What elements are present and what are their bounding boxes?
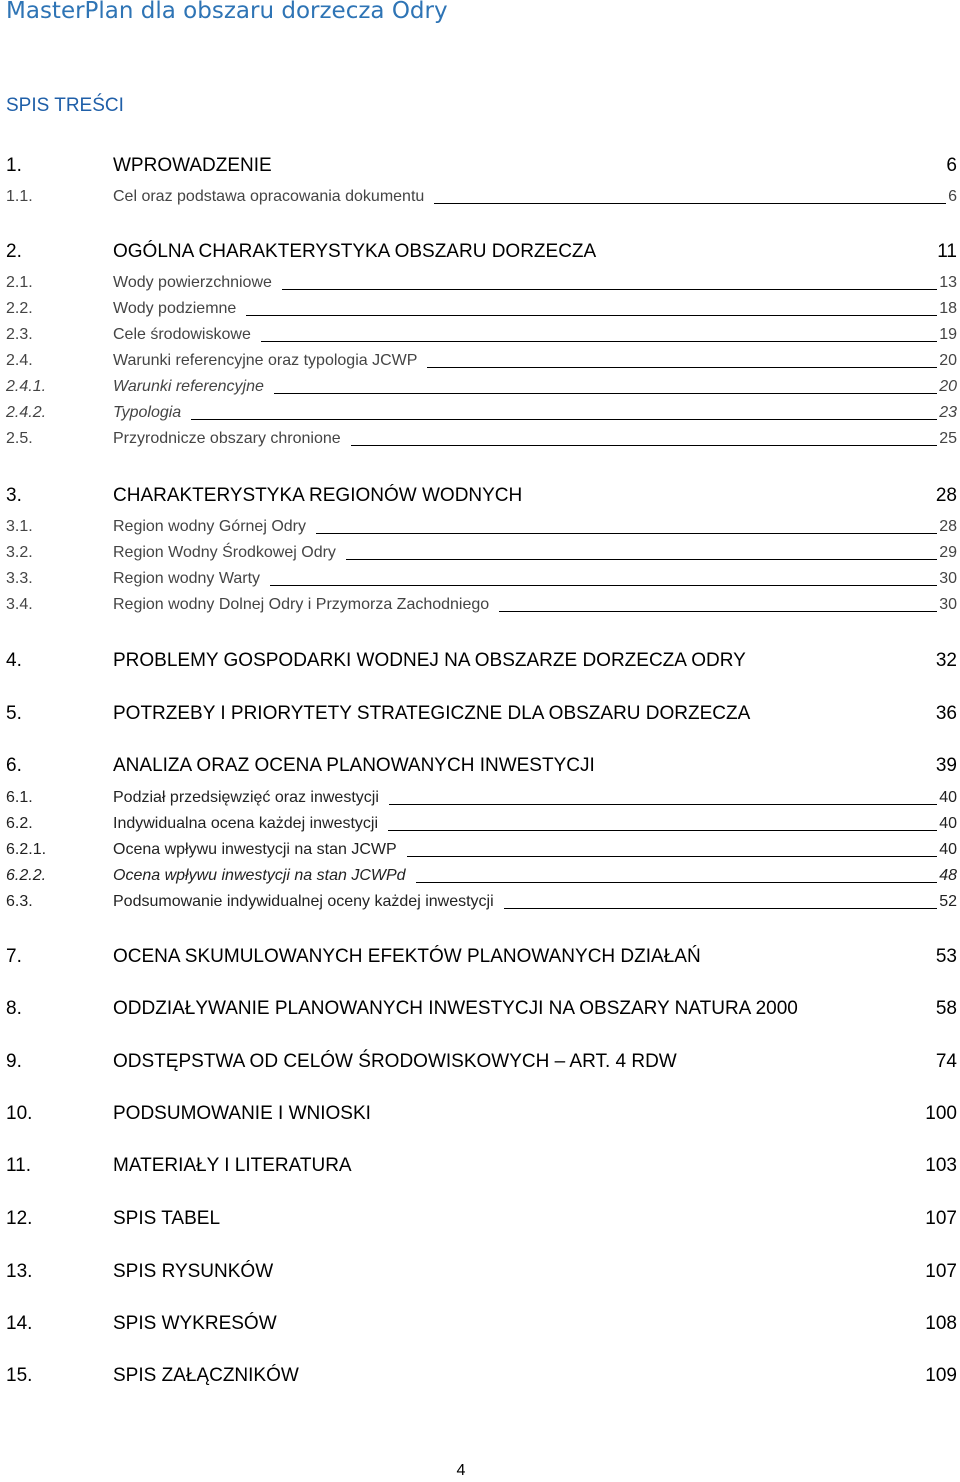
toc-entry-page: 20 (939, 352, 957, 369)
toc-entry[interactable] (0, 589, 960, 613)
toc-entry-page: 40 (939, 841, 957, 858)
toc-entry[interactable] (0, 181, 960, 205)
toc-entry-number: 14. (6, 1313, 33, 1334)
toc-entry-page: 39 (935, 755, 957, 776)
toc-leader-line (389, 804, 937, 805)
toc-entry-page: 74 (935, 1051, 957, 1072)
toc-entry-number: 11. (6, 1155, 32, 1176)
toc-leader-line (504, 908, 937, 909)
toc-entry[interactable] (0, 1099, 960, 1123)
toc-entry-page: 32 (935, 650, 957, 671)
toc-entry-page: 53 (935, 946, 957, 967)
toc-entry-page: 30 (939, 570, 957, 587)
toc-entry-label: ODSTĘPSTWA OD CELÓW ŚRODOWISKOWYCH – ART. 4 RDW (113, 1051, 677, 1072)
toc-leader-line (346, 559, 937, 560)
toc-entry-number: 3. (6, 485, 22, 506)
toc-entry-page: 13 (939, 274, 957, 291)
toc-entry-number: 6.2.1. (6, 841, 47, 858)
toc-leader-line (246, 315, 937, 316)
toc-entry-page: 58 (935, 998, 957, 1019)
toc-entry-label: SPIS WYKRESÓW (113, 1313, 277, 1334)
toc-entry-number: 6. (6, 755, 22, 776)
toc-entry-page: 25 (939, 430, 957, 447)
toc-entry-number: 2.4. (6, 352, 33, 369)
toc-entry-number: 2.1. (6, 274, 33, 291)
toc-entry[interactable] (0, 751, 960, 775)
toc-entry-page: 107 (925, 1261, 957, 1282)
toc-entry[interactable] (0, 994, 960, 1018)
toc-entry[interactable] (0, 293, 960, 317)
toc-entry-page: 109 (925, 1365, 957, 1386)
toc-entry[interactable] (0, 1361, 960, 1385)
toc-entry[interactable] (0, 1309, 960, 1333)
toc-entry-number: 15. (6, 1365, 33, 1386)
toc-entry-number: 3.2. (6, 544, 33, 561)
toc-entry-label: Wody podziemne (113, 300, 237, 317)
toc-entry-number: 8. (6, 998, 22, 1019)
toc-entry-page: 6 (948, 188, 957, 205)
toc-entry-page: 29 (939, 544, 957, 561)
toc-entry-label: Podział przedsięwzięć oraz inwestycji (113, 789, 379, 806)
toc-entry-number: 9. (6, 1051, 22, 1072)
toc-leader-line (261, 341, 937, 342)
toc-entry-page: 52 (939, 893, 957, 910)
toc-entry[interactable] (0, 886, 960, 910)
toc-entry-number: 2.3. (6, 326, 33, 343)
toc-entry-label: OGÓLNA CHARAKTERYSTYKA OBSZARU DORZECZA (113, 241, 597, 262)
toc-entry-number: 6.2.2. (6, 867, 47, 884)
toc-entry-number: 2.5. (6, 430, 33, 447)
toc-entry-label: Podsumowanie indywidualnej oceny każdej inwestycji (113, 893, 494, 910)
toc-entry-label: Warunki referencyjne oraz typologia JCWP (113, 352, 418, 369)
toc-entry[interactable] (0, 1204, 960, 1228)
toc-entry-number: 3.3. (6, 570, 33, 587)
toc-entry-label: Typologia (113, 404, 182, 421)
toc-entry-page: 100 (925, 1103, 957, 1124)
toc-entry[interactable] (0, 1257, 960, 1281)
toc-entry-label: Przyrodnicze obszary chronione (113, 430, 341, 447)
toc-entry-page: 108 (925, 1313, 957, 1334)
toc-entry-number: 6.3. (6, 893, 33, 910)
toc-entry[interactable] (0, 537, 960, 561)
toc-entry[interactable] (0, 834, 960, 858)
toc-entry-page: 36 (935, 703, 957, 724)
toc-entry-label: Ocena wpływu inwestycji na stan JCWPd (113, 867, 406, 884)
toc-leader-line (388, 830, 937, 831)
toc-entry-number: 2.2. (6, 300, 33, 317)
toc-entry-page: 48 (939, 867, 957, 884)
toc-leader-line (434, 203, 946, 204)
toc-entry-number: 10. (6, 1103, 33, 1124)
toc-entry-number: 2.4.2. (6, 404, 47, 421)
toc-entry-label: SPIS ZAŁĄCZNIKÓW (113, 1365, 299, 1386)
toc-entry[interactable] (0, 942, 960, 966)
toc-entry-page: 30 (939, 596, 957, 613)
toc-entry-page: 6 (946, 155, 957, 176)
toc-entry[interactable] (0, 319, 960, 343)
toc-entry-number: 13. (6, 1261, 33, 1282)
toc-entry-page: 40 (939, 789, 957, 806)
toc-entry[interactable] (0, 782, 960, 806)
toc-entry-page: 23 (939, 404, 957, 421)
toc-entry-number: 2. (6, 241, 22, 262)
toc-entry-label: CHARAKTERYSTYKA REGIONÓW WODNYCH (113, 485, 523, 506)
page-number: 4 (456, 1462, 466, 1479)
toc-leader-line (270, 585, 937, 586)
toc-entry[interactable] (0, 371, 960, 395)
toc-entry-number: 6.2. (6, 815, 33, 832)
toc-entry-label: POTRZEBY I PRIORYTETY STRATEGICZNE DLA OBSZARU DORZECZA (113, 703, 751, 724)
toc-entry[interactable] (0, 860, 960, 884)
toc-leader-line (427, 367, 937, 368)
toc-entry-number: 5. (6, 703, 22, 724)
toc-entry-label: WPROWADZENIE (113, 155, 272, 176)
toc-leader-line (416, 882, 937, 883)
toc-entry-label: MATERIAŁY I LITERATURA (113, 1155, 352, 1176)
toc-entry[interactable] (0, 237, 960, 261)
toc-entry-label: Wody powierzchniowe (113, 274, 272, 291)
toc-leader-line (499, 611, 937, 612)
toc-entry-number: 12. (6, 1208, 33, 1229)
toc-entry-page: 18 (939, 300, 957, 317)
toc-entry-label: Cele środowiskowe (113, 326, 251, 343)
toc-entry[interactable] (0, 646, 960, 670)
toc-leader-line (316, 533, 937, 534)
toc-entry-number: 3.4. (6, 596, 33, 613)
toc-entry-page: 107 (925, 1208, 957, 1229)
toc-entry[interactable] (0, 808, 960, 832)
toc-heading: SPIS TREŚCI (6, 95, 124, 116)
toc-entry-page: 103 (925, 1155, 957, 1176)
toc-entry-page: 11 (937, 241, 957, 262)
toc-leader-line (274, 393, 937, 394)
toc-leader-line (191, 419, 937, 420)
toc-entry-label: Region wodny Dolnej Odry i Przymorza Zachodniego (113, 596, 490, 613)
toc-entry-label: Region wodny Górnej Odry (113, 518, 306, 535)
toc-entry-number: 7. (6, 946, 22, 967)
toc-entry[interactable] (0, 345, 960, 369)
toc-entry-label: ANALIZA ORAZ OCENA PLANOWANYCH INWESTYCJI (113, 755, 595, 776)
toc-entry-label: Ocena wpływu inwestycji na stan JCWP (113, 841, 397, 858)
toc-leader-line (282, 289, 937, 290)
toc-entry-label: OCENA SKUMULOWANYCH EFEKTÓW PLANOWANYCH DZIAŁAŃ (113, 946, 701, 967)
toc-entry[interactable] (0, 511, 960, 535)
toc-entry-number: 2.4.1. (6, 378, 47, 395)
toc-entry-page: 20 (939, 378, 957, 395)
toc-entry-number: 4. (6, 650, 22, 671)
toc-entry[interactable] (0, 563, 960, 587)
toc-entry-label: ODDZIAŁYWANIE PLANOWANYCH INWESTYCJI NA OBSZARY NATURA 2000 (113, 998, 798, 1019)
toc-entry-number: 6.1. (6, 789, 33, 806)
toc-entry-label: SPIS TABEL (113, 1208, 221, 1229)
toc-entry-label: Indywidualna ocena każdej inwestycji (113, 815, 379, 832)
toc-entry-label: SPIS RYSUNKÓW (113, 1261, 274, 1282)
toc-entry-number: 3.1. (6, 518, 33, 535)
document-header-title: MasterPlan dla obszaru dorzecza Odry (6, 0, 448, 24)
toc-entry[interactable] (0, 151, 960, 175)
toc-entry-label: Region Wodny Środkowej Odry (113, 544, 336, 561)
toc-entry-number: 1. (6, 155, 22, 176)
toc-entry[interactable] (0, 1151, 960, 1175)
toc-entry-label: Cel oraz podstawa opracowania dokumentu (113, 188, 425, 205)
toc-entry-label: PROBLEMY GOSPODARKI WODNEJ NA OBSZARZE DORZECZA ODRY (113, 650, 746, 671)
toc-entry[interactable] (0, 267, 960, 291)
toc-entry-label: PODSUMOWANIE I WNIOSKI (113, 1103, 371, 1124)
toc-entry[interactable] (0, 397, 960, 421)
toc-entry[interactable] (0, 423, 960, 447)
toc-entry[interactable] (0, 481, 960, 505)
toc-entry-label: Warunki referencyjne (113, 378, 264, 395)
toc-entry-page: 28 (935, 485, 957, 506)
toc-entry-page: 28 (939, 518, 957, 535)
toc-entry-label: Region wodny Warty (113, 570, 261, 587)
toc-entry-page: 40 (939, 815, 957, 832)
toc-entry-page: 19 (939, 326, 957, 343)
toc-entry-number: 1.1. (6, 188, 33, 205)
toc-entry[interactable] (0, 699, 960, 723)
toc-entry[interactable] (0, 1047, 960, 1071)
toc-leader-line (407, 856, 937, 857)
toc-leader-line (351, 445, 937, 446)
